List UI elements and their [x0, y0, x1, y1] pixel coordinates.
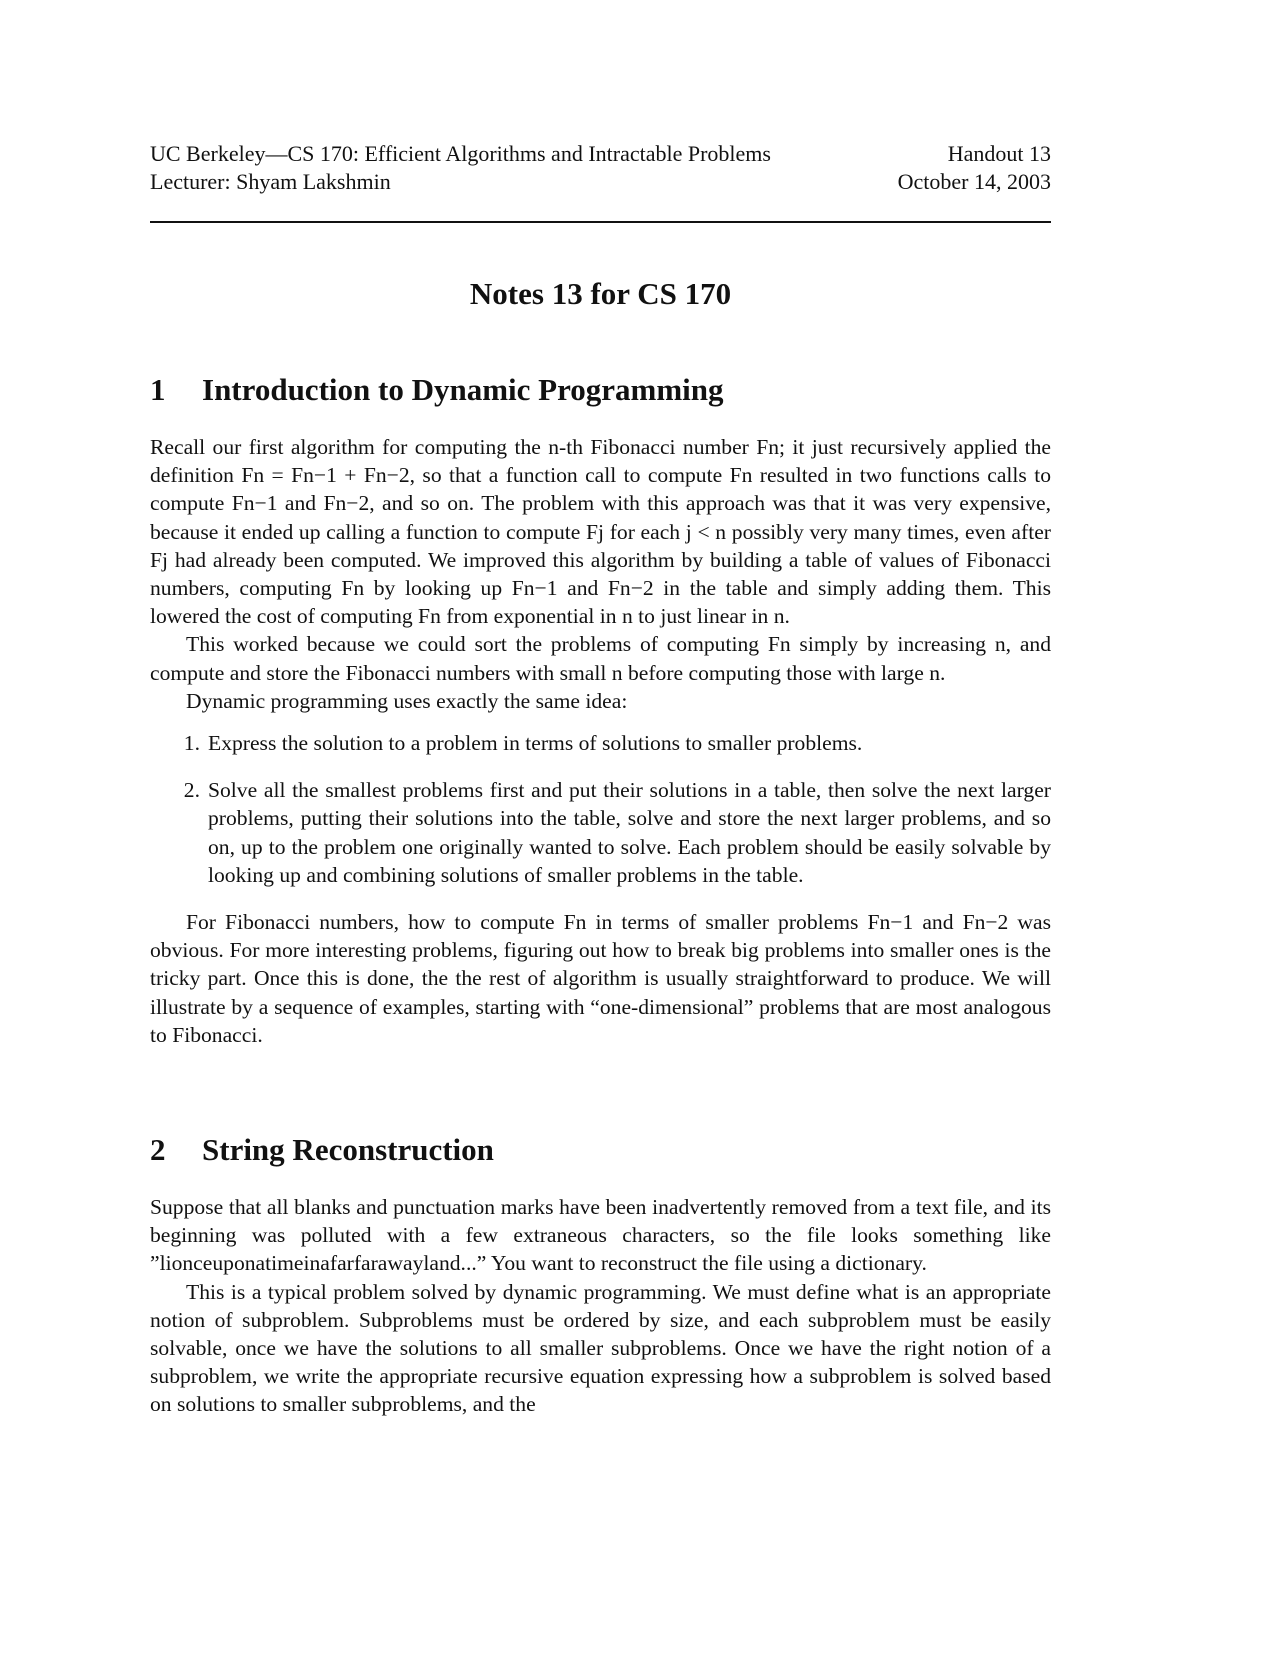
list-item	[150, 776, 1051, 889]
numbered-list	[150, 729, 1051, 889]
paragraph: Recall our first algorithm for computing the n-th Fibonacci number Fn; it just recursively applied the definition Fn = Fn−1 + Fn−2, so that a function call to compute Fn resulted in two functions calls to compute Fn−1 and Fn−2, and so on. The problem with this approach was that it was very expensive, because it ended up calling a function to compute Fj for each j < n possibly very many times, even after Fj had already been computed. We improved this algorithm by building a table of values of Fibonacci numbers, computing Fn by looking up Fn−1 and Fn−2 in the table and simply adding them. This lowered the cost of computing Fn from exponential in n to just linear in n.	[150, 435, 1051, 629]
paragraph: This is a typical problem solved by dynamic programming. We must define what is an appropriate notion of subproblem. Subproblems must be ordered by size, and each subproblem must be easily solvable, once we have the solutions to all smaller subproblems. Once we have the right notion of a subproblem, we write the appropriate recursive equation expressing how a subproblem is solved based on solutions to smaller subproblems, and the	[150, 1279, 1051, 1417]
course-line: UC Berkeley—CS 170: Efficient Algorithms and Intractable Problems	[150, 141, 771, 166]
paragraph: Suppose that all blanks and punctuation marks have been inadvertently removed from a text file, and its beginning was polluted with a few extraneous characters, so the file looks something like ”lionceuponatimeinafarfarawayland...” You want to reconstruct the file using a dictionary.	[150, 1195, 1051, 1276]
header-rule	[150, 221, 1051, 223]
section-2	[150, 1132, 1051, 1419]
paragraph: For Fibonacci numbers, how to compute Fn in terms of smaller problems Fn−1 and Fn−2 was obvious. For more interesting problems, figuring out how to break big problems into smaller ones is the tricky part. Once this is done, the the rest of algorithm is usually straightforward to produce. We will illustrate by a sequence of examples, starting with “one-dimensional” problems that are most analogous to Fibonacci.	[150, 910, 1051, 1047]
section-title: String Reconstruction	[202, 1132, 494, 1167]
handout-number: Handout 13	[947, 141, 1051, 166]
list-item	[150, 729, 1051, 757]
list-number: 1.	[183, 731, 200, 756]
list-number: 2.	[183, 778, 200, 803]
section-heading	[150, 372, 1051, 408]
handout-date: October 14, 2003	[897, 169, 1051, 194]
page-header	[150, 140, 1051, 196]
list-text: Solve all the smallest problems first and put their solutions in a table, then solve the next larger problems, putting their solutions into the table, solve and store the next larger problems, and so on, up to the problem one originally wanted to solve. Each problem should be easily solvable by looking up and combining solutions of smaller problems in the table.	[208, 778, 1051, 887]
paragraph: This worked because we could sort the problems of computing Fn simply by increasing n, and compute and store the Fibonacci numbers with small n before computing those with large n.	[150, 632, 1051, 685]
section-number: 1	[150, 372, 166, 407]
paragraph: Dynamic programming uses exactly the same idea:	[186, 688, 628, 713]
section-number: 2	[150, 1132, 166, 1167]
lecturer-line: Lecturer: Shyam Lakshmin	[150, 169, 391, 194]
section-1	[150, 372, 1051, 1049]
section-heading	[150, 1132, 1051, 1168]
section-title: Introduction to Dynamic Programming	[202, 372, 724, 407]
page-title: Notes 13 for CS 170	[469, 276, 732, 311]
list-text: Express the solution to a problem in terms of solutions to smaller problems.	[208, 731, 863, 756]
